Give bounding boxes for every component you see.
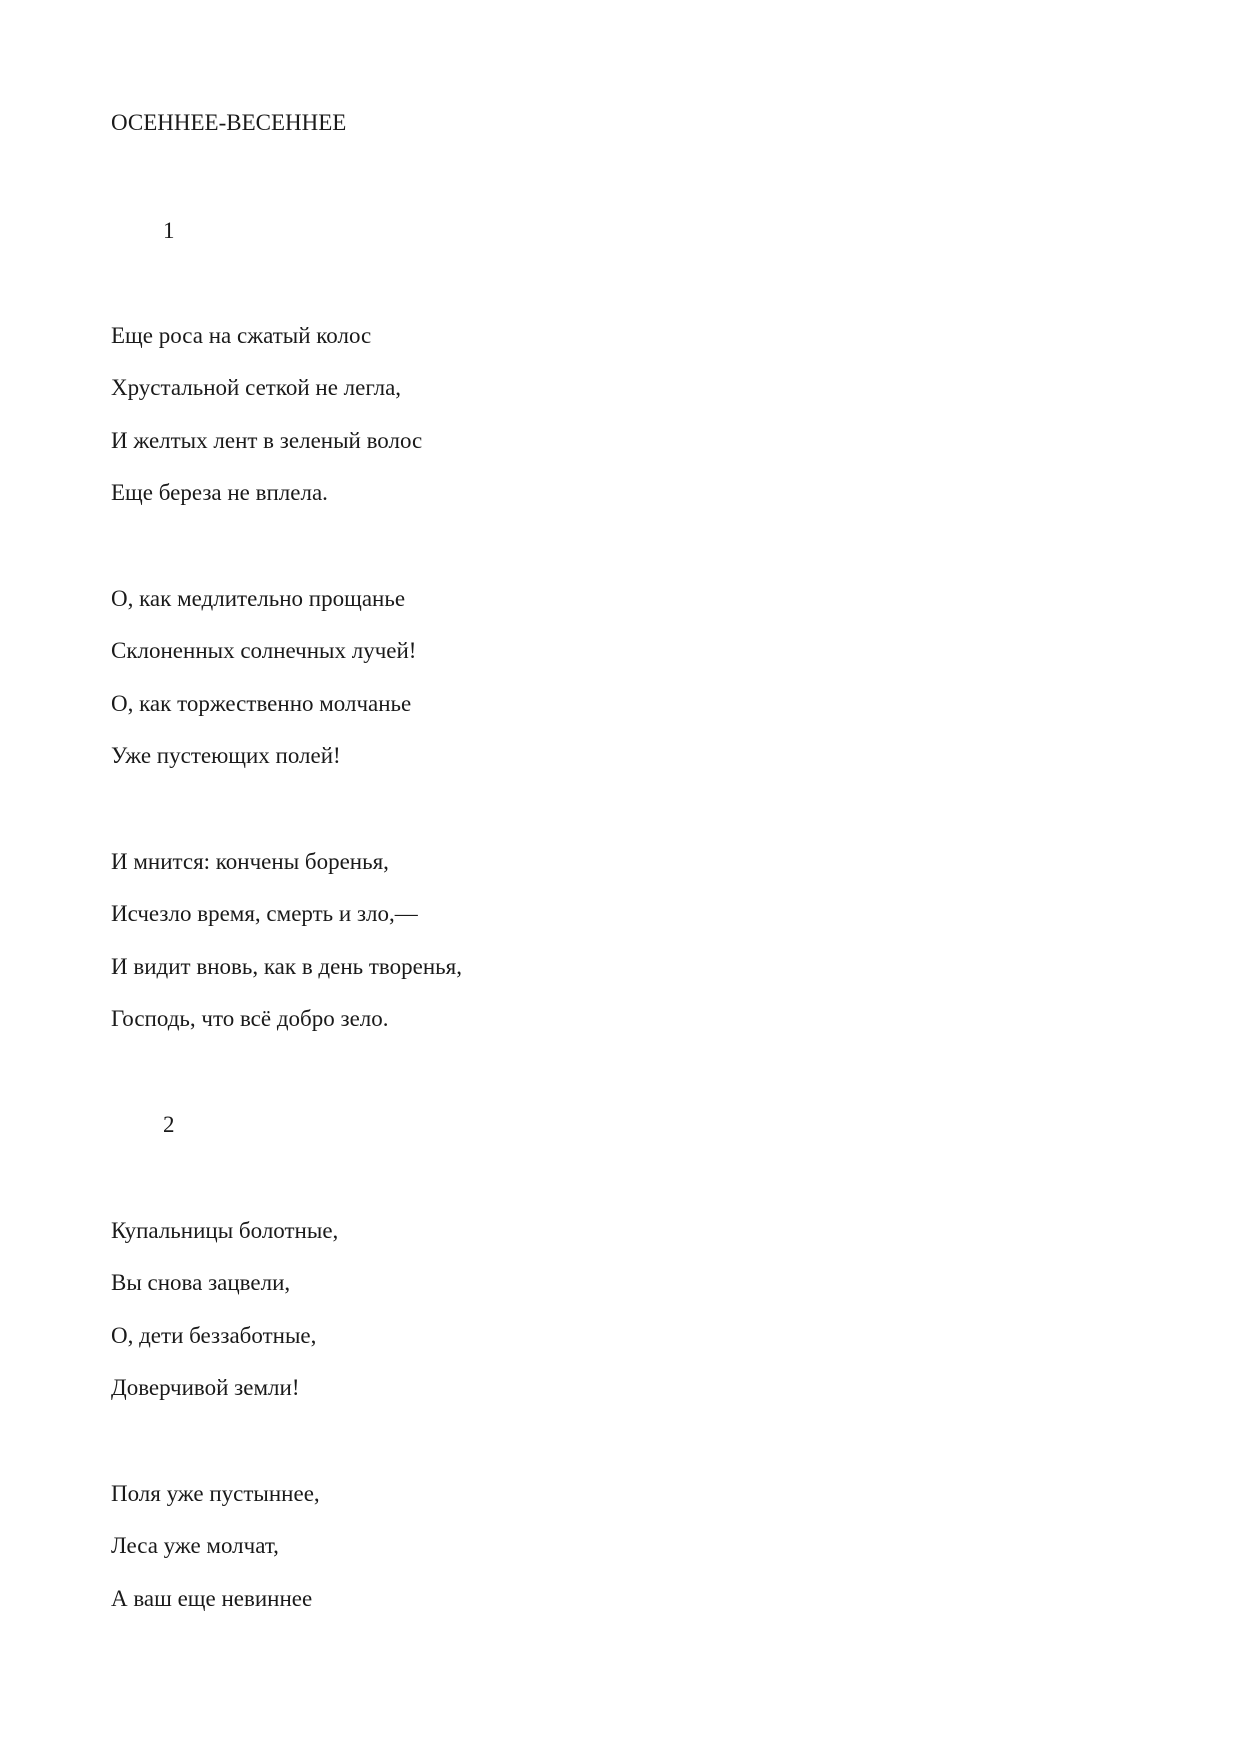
- poem-line: Поля уже пустыннее,: [111, 1481, 320, 1506]
- poem-line: Господь, что всё добро зело.: [111, 1006, 389, 1031]
- poem-line: Купальницы болотные,: [111, 1218, 339, 1243]
- poem-line: Еще береза не вплела.: [111, 480, 328, 505]
- poem-line: О, как медлительно прощанье: [111, 586, 406, 611]
- poem-line: Уже пустеющих полей!: [111, 743, 341, 768]
- poem-line: И видит вновь, как в день творенья,: [111, 954, 462, 979]
- poem-line: Хрустальной сеткой не легла,: [111, 375, 402, 400]
- poem-line: Склоненных солнечных лучей!: [111, 638, 417, 663]
- poem-line: И мнится: кончены боренья,: [111, 849, 389, 874]
- document-title: ОСЕННЕЕ-ВЕСЕННЕЕ: [111, 110, 347, 135]
- poem-line: Исчезло время, смерть и зло,—: [111, 901, 418, 926]
- poem-line: Еще роса на сжатый колос: [111, 323, 372, 348]
- poem-line: О, как торжественно молчанье: [111, 691, 412, 716]
- poem-line: Доверчивой земли!: [111, 1375, 300, 1400]
- section-number: 2: [163, 1112, 175, 1137]
- poem-line: Вы снова зацвели,: [111, 1270, 291, 1295]
- poem-line: А ваш еще невиннее: [111, 1586, 313, 1611]
- section-number: 1: [163, 218, 175, 243]
- poem-line: И желтых лент в зеленый волос: [111, 428, 423, 453]
- poem-line: Леса уже молчат,: [111, 1533, 279, 1558]
- poem-line: О, дети беззаботные,: [111, 1323, 317, 1348]
